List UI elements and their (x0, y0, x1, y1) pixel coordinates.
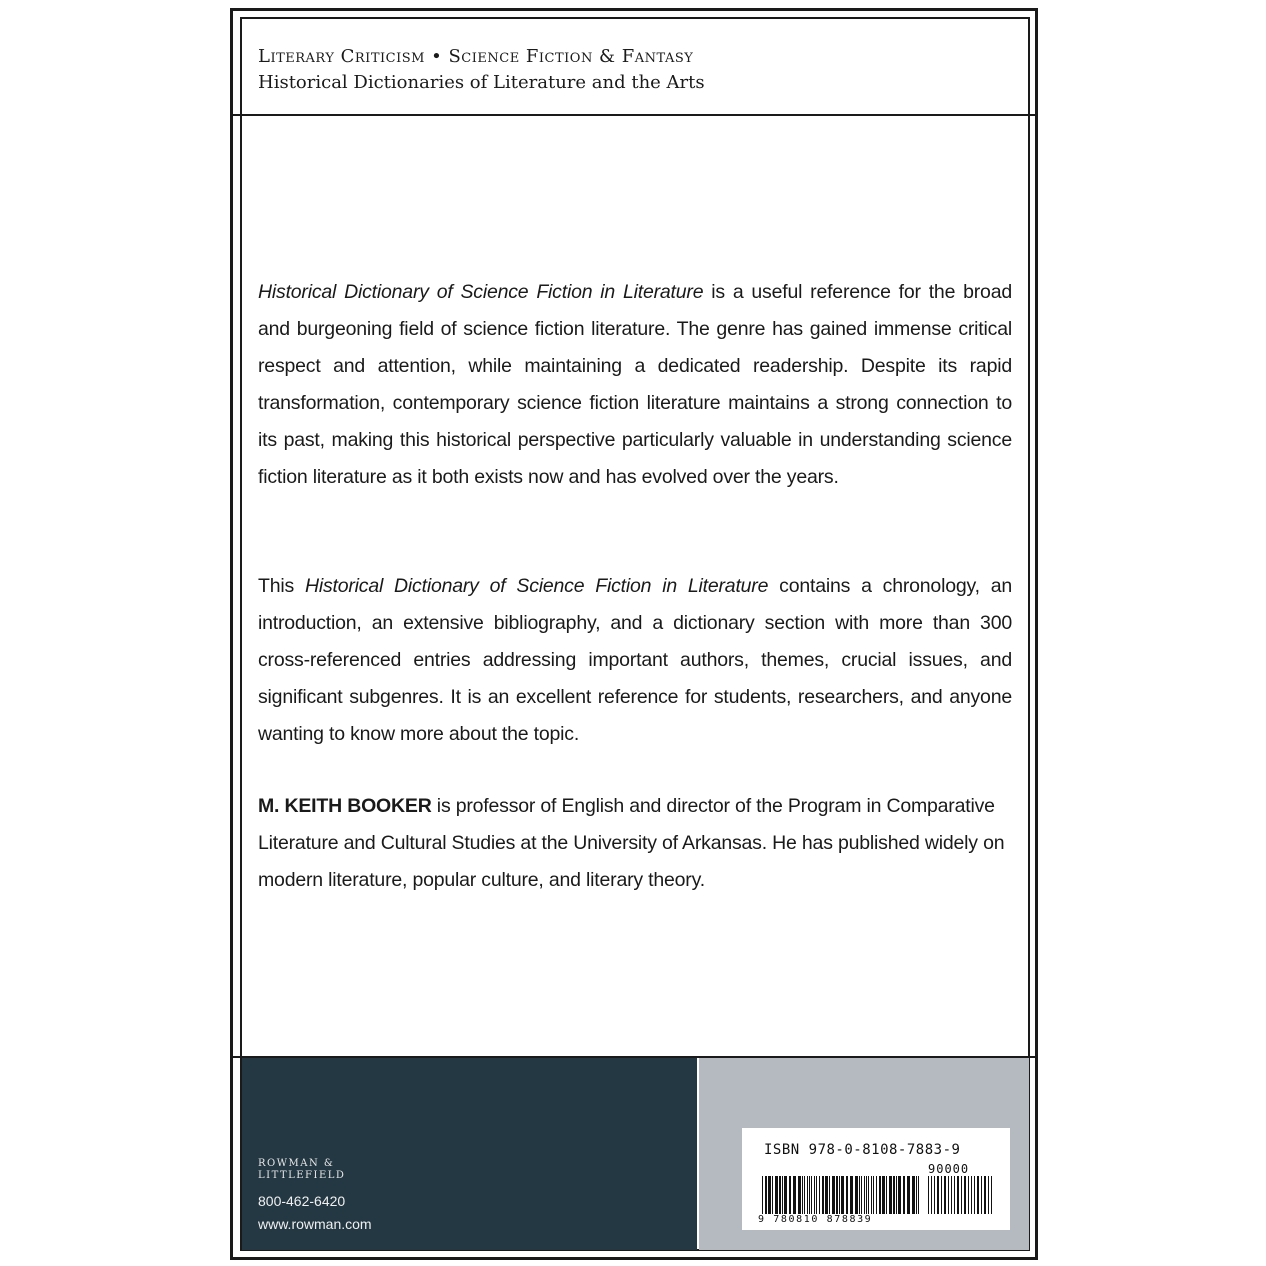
author-name: M. KEITH BOOKER (258, 795, 432, 817)
description-paragraph-1 (258, 274, 1012, 496)
paragraph-2-text: contains a chronology, an introduction, an extensive bibliography, and a dictionary section with more than 300 cross-referenced entries addressing important authors, themes, crucial issues, and significant subgenres. It is an excellent reference for students, researchers, and anyone wanting to know more about the topic. (258, 575, 1012, 745)
author-bio (258, 788, 1012, 899)
isbn-number: ISBN 978-0-8108-7883-9 (764, 1142, 961, 1158)
publisher-logo (258, 1158, 345, 1182)
publisher-phone: 800-462-6420 (258, 1193, 346, 1209)
publisher-name-line1: ROWMAN & (258, 1158, 335, 1169)
author-bio-text: is professor of English and director of the Program in Comparative Literature and Cultural Studies at the University of Arkansas. He has published widely on modern literature, popular culture, and literary theory. (258, 795, 1005, 891)
book-title-italic: Historical Dictionary of Science Fiction in Literature (258, 281, 704, 303)
publisher-name-line2: LITTLEFIELD (258, 1170, 346, 1181)
price-code: 90000 (928, 1162, 970, 1176)
publisher-website: www.rowman.com (258, 1216, 372, 1232)
series-categories: Literary Criticism • Science Fiction & Fantasy (258, 46, 694, 67)
series-name: Historical Dictionaries of Literature and the Arts (258, 72, 705, 93)
description-paragraph-2 (258, 568, 1012, 753)
barcode-bars (762, 1176, 994, 1214)
series-header (258, 44, 1018, 96)
book-title-italic: Historical Dictionary of Science Fiction in Literature (304, 575, 769, 597)
barcode-digits: 9 780810 878839 (758, 1214, 873, 1225)
paragraph-2-lead: This (258, 575, 305, 597)
isbn-barcode (742, 1128, 1010, 1230)
header-divider (230, 114, 1038, 116)
paragraph-1-text: is a useful reference for the broad and burgeoning field of science fiction literature. The genre has gained immense critical respect and attention, while maintaining a dedicated readership. Despite its rapid transformation, contemporary science fiction literature maintains a strong connection to its past, making this historical perspective particularly valuable in understanding science fiction literature as it both exists now and has evolved over the years. (258, 281, 1012, 488)
